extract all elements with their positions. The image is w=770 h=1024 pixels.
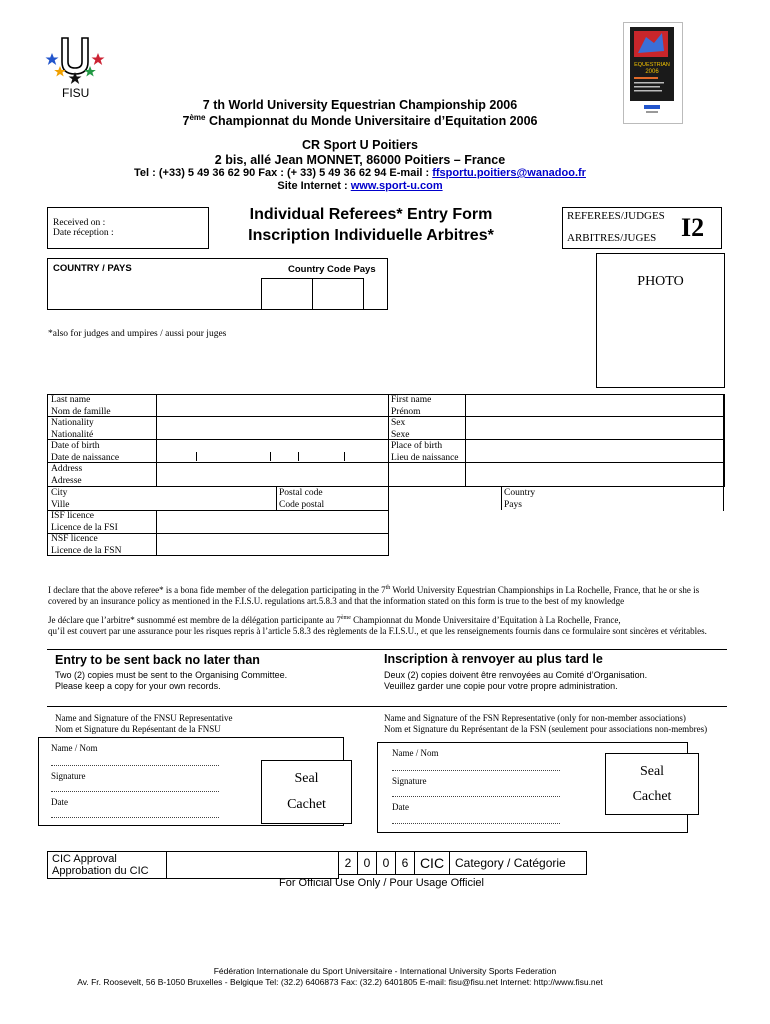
nationality-field[interactable] bbox=[157, 418, 387, 438]
label-pob-fr: Lieu de naissance bbox=[391, 452, 459, 463]
country-code-cell-2[interactable] bbox=[312, 278, 364, 310]
label-address-en: Address bbox=[51, 464, 83, 474]
label-nationality-en: Nationality bbox=[51, 418, 94, 428]
sign-fsn-head bbox=[384, 713, 707, 734]
category-en: REFEREES/JUDGES bbox=[567, 210, 665, 222]
label-postal-en: Postal code bbox=[279, 488, 323, 498]
cic-digit-2-text: 0 bbox=[363, 856, 371, 870]
declaration-en-2: covered by an insurance policy as mentioned in the F.I.S.U. regulations art.5.8.3 and that the information stated on this form is true to the best of my knowledge bbox=[48, 595, 625, 606]
form-title-fr: Inscription Individuelle Arbitres* bbox=[248, 227, 494, 244]
label-dob-en: Date of birth bbox=[51, 441, 100, 451]
declaration-en-b: World University Equestrian Championships in La Rochelle, France, that he or she is bbox=[390, 585, 700, 595]
declaration-en-sup: th bbox=[385, 585, 391, 591]
label-first-name bbox=[391, 395, 431, 418]
sign-fsn-head1: Name and Signature of the FSN Representative (only for non-member associations) bbox=[384, 713, 686, 723]
poster-line1: EQUESTRIAN bbox=[634, 62, 670, 68]
footer-line1: Fédération Internationale du Sport Universitaire - International University Sports Federation bbox=[213, 966, 557, 976]
pob-field[interactable] bbox=[466, 441, 723, 461]
label-dob-fr: Date de naissance bbox=[51, 452, 120, 463]
header-title-fr bbox=[0, 113, 720, 128]
declaration-fr bbox=[48, 613, 738, 636]
label-city-fr: Ville bbox=[51, 499, 70, 510]
photo-label: PHOTO bbox=[637, 274, 684, 289]
label-pob bbox=[391, 441, 459, 464]
photo-box[interactable] bbox=[596, 253, 725, 388]
label-first-name-fr: Prénom bbox=[391, 406, 421, 417]
category-box bbox=[562, 207, 722, 249]
header-email-link[interactable]: ffsportu.poitiers@wanadoo.fr bbox=[432, 167, 586, 179]
label-city-en: City bbox=[51, 488, 68, 498]
cic-digit-3-text: 0 bbox=[382, 856, 390, 870]
sign-fnsu-head1: Name and Signature of the FNSU Representative bbox=[55, 713, 233, 723]
label-address-fr: Adresse bbox=[51, 475, 82, 486]
fnsu-name-label: Name / Nom bbox=[51, 743, 98, 753]
category-fr: ARBITRES/JUGES bbox=[567, 232, 657, 244]
fnsu-signature-label: Signature bbox=[51, 771, 86, 781]
fsn-date-label: Date bbox=[392, 802, 409, 812]
label-sex-fr: Sexe bbox=[391, 429, 410, 440]
header-contact-prefix: Tel : (+33) 5 49 36 62 90 Fax : (+ 33) 5 49 36 62 94 E-mail : bbox=[134, 167, 433, 179]
declaration-fr-sup: ème bbox=[340, 615, 351, 621]
cic-approval-field[interactable] bbox=[166, 851, 339, 879]
received-fr: Date réception : bbox=[53, 228, 114, 238]
declaration-fr-2: qu’il est couvert par une assurance pour les risques repris à l’article 5.8.3 des règlements de la F.I.S.U., et que les renseignements fournis dans ce formulaire sont sincères et véritables. bbox=[48, 625, 707, 636]
header-contact bbox=[0, 167, 720, 179]
fnsu-date-field[interactable] bbox=[50, 805, 220, 819]
label-sex-en: Sex bbox=[391, 418, 406, 428]
country-code-label: Country Code Pays bbox=[288, 264, 376, 275]
country-label: COUNTRY / PAYS bbox=[53, 263, 132, 274]
header-title-fr-num: 7 bbox=[182, 114, 190, 129]
deadline-en-2: Please keep a copy for your own records. bbox=[55, 681, 221, 691]
cic-digit-1 bbox=[338, 851, 358, 875]
fnsu-seal-box[interactable] bbox=[261, 760, 352, 824]
cic-digit-4-text: 6 bbox=[401, 856, 409, 870]
cic-digit-3 bbox=[376, 851, 396, 875]
label-last-name-fr: Nom de famille bbox=[51, 406, 111, 417]
cic-category-text: Category / Catégorie bbox=[455, 856, 566, 870]
label-country bbox=[504, 488, 535, 511]
label-dob bbox=[51, 441, 119, 464]
deadline-fr-2: Veuillez garder une copie pour votre propre administration. bbox=[384, 681, 618, 691]
deadline-en-title: Entry to be sent back no later than bbox=[55, 653, 260, 667]
declaration-en-a: I declare that the above referee* is a bona fide member of the delegation participating in the 7 bbox=[48, 585, 386, 595]
header-title-en: 7 th World University Equestrian Championship 2006 bbox=[202, 98, 518, 112]
sign-fnsu-head2: Nom et Signature du Repésentant de la FNSU bbox=[55, 723, 221, 734]
label-nationality bbox=[51, 418, 94, 441]
sign-fnsu-head bbox=[55, 713, 232, 734]
fisu-logo bbox=[40, 36, 110, 102]
header-address: 2 bis, allé Jean MONNET, 86000 Poitiers – France bbox=[214, 153, 506, 167]
fsn-signature-field[interactable] bbox=[391, 784, 561, 798]
header-site-prefix: Site Internet : bbox=[277, 180, 351, 192]
label-sex bbox=[391, 418, 409, 441]
cic-category-box[interactable] bbox=[449, 851, 587, 875]
label-address bbox=[51, 464, 82, 487]
header-site-link[interactable]: www.sport-u.com bbox=[350, 180, 443, 192]
cic-digit-1-text: 2 bbox=[344, 856, 352, 870]
category-code: I2 bbox=[681, 213, 705, 242]
fnsu-name-field[interactable] bbox=[50, 752, 220, 766]
fnsu-seal-en: Seal bbox=[294, 771, 319, 786]
fisu-u-stars-logo-icon bbox=[40, 36, 110, 86]
label-last-name-en: Last name bbox=[51, 395, 91, 405]
address-field[interactable] bbox=[157, 464, 723, 485]
label-nsf-fr: Licence de la FSN bbox=[51, 545, 122, 556]
cic-label-en: CIC Approval bbox=[52, 853, 117, 865]
sex-field[interactable] bbox=[466, 418, 723, 438]
last-name-field[interactable] bbox=[157, 395, 387, 415]
label-pob-en: Place of birth bbox=[391, 441, 443, 451]
cic-digit-2 bbox=[357, 851, 377, 875]
cic-code-text: CIC bbox=[419, 855, 445, 871]
cic-code-box bbox=[414, 851, 450, 875]
received-box[interactable] bbox=[47, 207, 209, 249]
fsn-seal-en: Seal bbox=[639, 764, 665, 779]
footnote: *also for judges and umpires / aussi pour juges bbox=[48, 329, 227, 339]
label-isf-en: ISF licence bbox=[51, 511, 95, 521]
label-first-name-en: First name bbox=[391, 395, 432, 405]
label-nationality-fr: Nationalité bbox=[51, 429, 94, 440]
footer-line2: Av. Fr. Roosevelt, 56 B-1050 Bruxelles - Belgique Tel: (32.2) 6406873 Fax: (32.2) 6401805 E-mail: fisu@fisu.net Internet: http://www.fisu.net bbox=[77, 977, 603, 987]
fisu-logo-text: FISU bbox=[62, 86, 90, 100]
deadline-fr-1: Deux (2) copies doivent être renvoyées au Comité d’Organisation. bbox=[384, 670, 648, 680]
fsn-name-field[interactable] bbox=[391, 757, 561, 771]
form-title-en: Individual Referees* Entry Form bbox=[249, 206, 493, 223]
label-country-en: Country bbox=[504, 488, 536, 498]
declaration-en bbox=[48, 583, 728, 606]
fnsu-seal-fr: Cachet bbox=[287, 797, 326, 812]
deadline-en-1: Two (2) copies must be sent to the Organising Committee. bbox=[55, 670, 288, 680]
fsn-seal-box[interactable] bbox=[605, 753, 699, 815]
cic-label-fr: Approbation du CIC bbox=[52, 865, 149, 877]
fsn-name-label: Name / Nom bbox=[392, 748, 439, 758]
poster-line2: 2006 bbox=[645, 69, 659, 75]
label-nsf-en: NSF licence bbox=[51, 534, 98, 544]
dob-field[interactable] bbox=[157, 441, 387, 461]
cic-approval-label-box bbox=[47, 851, 167, 879]
sign-fsn-head2: Nom et Signature du Représentant de la FSN (seulement pour associations non-membres) bbox=[384, 723, 708, 734]
label-last-name bbox=[51, 395, 111, 418]
fnsu-signature-field[interactable] bbox=[50, 779, 220, 793]
received-en: Received on : bbox=[53, 218, 106, 228]
header-title-fr-sup: ème bbox=[189, 113, 206, 122]
header-org: CR Sport U Poitiers bbox=[302, 138, 418, 152]
header-title-fr-text: Championnat du Monde Universitaire d’Equitation 2006 bbox=[208, 114, 538, 129]
label-isf-fr: Licence de la FSI bbox=[51, 522, 118, 533]
fsn-seal-fr: Cachet bbox=[632, 789, 672, 804]
label-postal-fr: Code postal bbox=[279, 499, 325, 510]
cic-digit-4 bbox=[395, 851, 415, 875]
label-country-fr: Pays bbox=[504, 499, 522, 510]
header-site bbox=[0, 180, 720, 192]
fsn-date-field[interactable] bbox=[391, 810, 561, 824]
fsn-signature-label: Signature bbox=[392, 776, 427, 786]
fnsu-date-label: Date bbox=[51, 797, 68, 807]
country-code-cell-1[interactable] bbox=[261, 278, 313, 310]
first-name-field[interactable] bbox=[466, 395, 723, 415]
deadline-fr-title: Inscription à renvoyer au plus tard le bbox=[384, 652, 603, 666]
cic-official-note: For Official Use Only / Pour Usage Officiel bbox=[279, 877, 484, 889]
declaration-fr-b: Championnat du Monde Universitaire d’Equitation à La Rochelle, France, bbox=[350, 615, 621, 625]
declaration-fr-a: Je déclare que l’arbitre* susnommé est membre de la délégation participante au 7 bbox=[48, 615, 341, 625]
